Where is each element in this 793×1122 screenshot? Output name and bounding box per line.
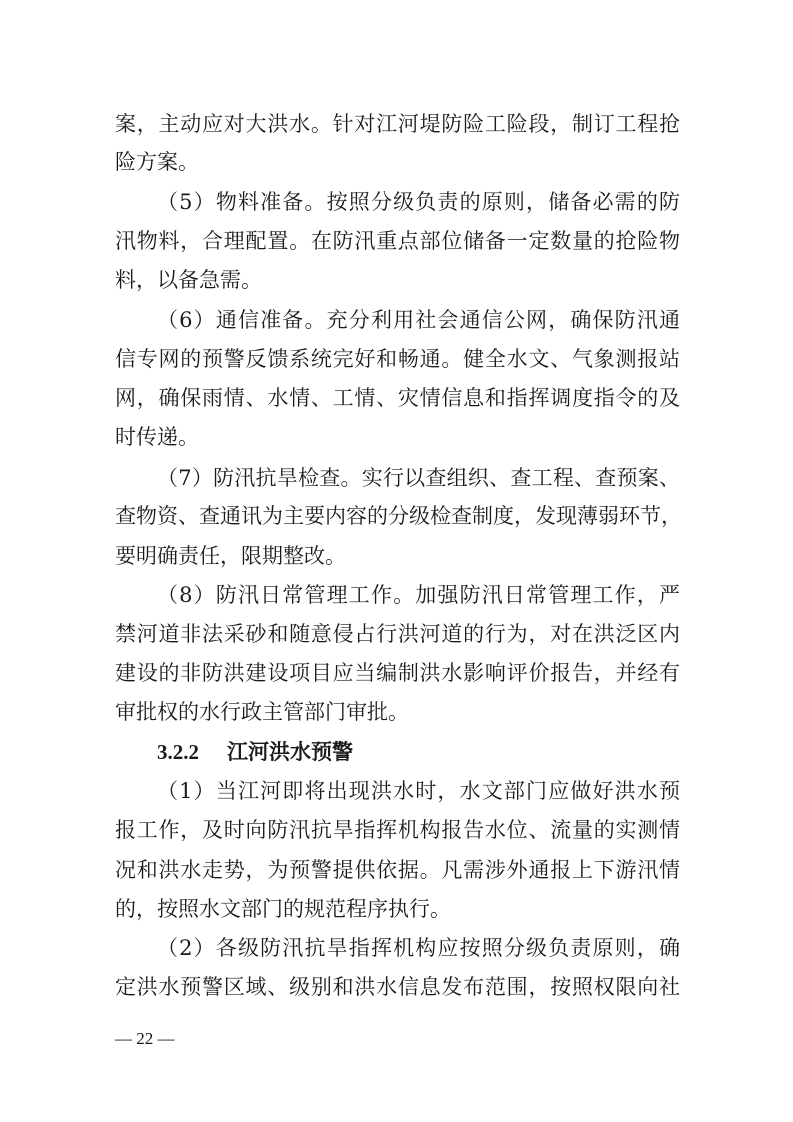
body-line: 时传递。 [115, 425, 199, 449]
body-line: 信专网的预警反馈系统完好和畅通。健全水文、气象测报站 [115, 347, 680, 371]
body-line: 况和洪水走势，为预警提供依据。凡需涉外通报上下游汛情 [115, 858, 680, 882]
body-line: 案，主动应对大洪水。针对江河堤防险工险段，制订工程抢 [115, 112, 680, 136]
section-heading [157, 733, 353, 771]
body-line: 定洪水预警区域、级别和洪水信息发布范围，按照权限向社 [115, 975, 680, 999]
body-line: （7）防汛抗旱检查。实行以查组织、查工程、查预案、 [157, 466, 680, 490]
body-line: （1）当江河即将出现洪水时，水文部门应做好洪水预 [157, 779, 680, 803]
body-line: 料，以备急需。 [115, 268, 262, 292]
body-line: 查物资、查通讯为主要内容的分级检查制度，发现薄弱环节， [115, 504, 682, 528]
body-line: 汛物料，合理配置。在防汛重点部位储备一定数量的抢险物 [115, 229, 680, 253]
page-number: — 22 — [115, 1029, 175, 1048]
body-line: （5）物料准备。按照分级负责的原则，储备必需的防 [157, 190, 680, 214]
body-line: 网，确保雨情、水情、工情、灾情信息和指挥调度指令的及 [115, 386, 680, 410]
body-line: （2）各级防汛抗旱指挥机构应按照分级负责原则，确 [157, 936, 680, 960]
section-number: 3.2.2 [157, 740, 199, 764]
body-line: 审批权的水行政主管部门审批。 [115, 700, 409, 724]
body-line: 要明确责任，限期整改。 [115, 544, 346, 568]
body-line: 的，按照水文部门的规范程序执行。 [115, 897, 451, 921]
section-title: 江河洪水预警 [227, 740, 353, 764]
body-line: 建设的非防洪建设项目应当编制洪水影响评价报告，并经有 [115, 661, 680, 685]
body-line: 禁河道非法采砂和随意侵占行洪河道的行为，对在洪泛区内 [115, 622, 680, 646]
body-line: 报工作，及时向防汛抗旱指挥机构报告水位、流量的实测情 [115, 818, 680, 842]
body-line: 险方案。 [115, 150, 199, 174]
body-line: （6）通信准备。充分利用社会通信公网，确保防汛通 [157, 308, 680, 332]
body-line: （8）防汛日常管理工作。加强防汛日常管理工作，严 [157, 583, 680, 607]
